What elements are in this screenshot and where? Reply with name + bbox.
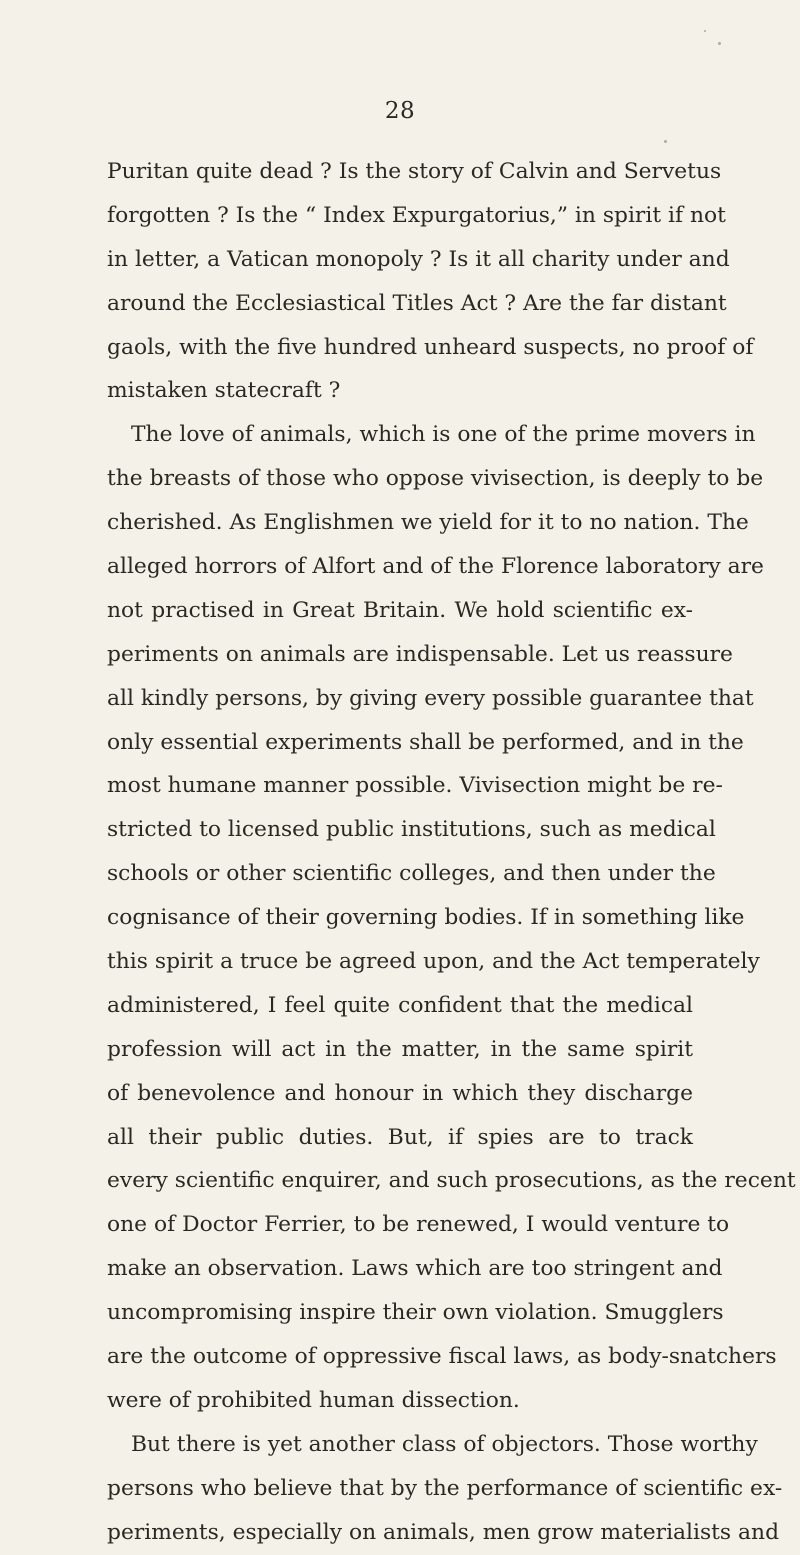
- paper-speck: [664, 140, 667, 143]
- body-text: [107, 150, 796, 1555]
- text-line: one of Doctor Ferrier, to be renewed, I would venture to: [107, 1212, 730, 1238]
- text-line: in letter, a Vatican monopoly ? Is it all charity under and: [107, 246, 730, 272]
- text-line: stricted to licensed public institutions, such as medical: [107, 817, 716, 843]
- text-line: of benevolence and honour in which they discharge: [107, 1080, 693, 1106]
- text-line: profession will act in the matter, in the same spirit: [107, 1036, 693, 1062]
- text-line: periments, especially on animals, men grow materialists and: [107, 1519, 780, 1545]
- text-line: schools or other scientific colleges, and then under the: [107, 861, 716, 887]
- text-line: alleged horrors of Alfort and of the Florence laboratory are: [107, 554, 764, 580]
- text-line: The love of animals, which is one of the prime movers in: [131, 422, 756, 448]
- text-line: this spirit a truce be agreed upon, and the Act temperately: [107, 949, 760, 975]
- text-line: all their public duties. But, if spies are to track: [107, 1124, 693, 1150]
- text-line: forgotten ? Is the “ Index Expurgatorius,” in spirit if not: [107, 202, 726, 228]
- text-line: cognisance of their governing bodies. If in something like: [107, 905, 745, 931]
- text-line: all kindly persons, by giving every possible guarantee that: [107, 685, 754, 711]
- text-line: around the Ecclesiastical Titles Act ? Are the far distant: [107, 290, 727, 316]
- text-line: only essential experiments shall be performed, and in the: [107, 729, 744, 755]
- text-line: not practised in Great Britain. We hold scientific ex-: [107, 597, 693, 623]
- text-line: But there is yet another class of objectors. Those worthy: [131, 1431, 758, 1457]
- text-line: gaols, with the five hundred unheard suspects, no proof of: [107, 334, 754, 360]
- text-line: were of prohibited human dissection.: [107, 1387, 520, 1413]
- text-line: persons who believe that by the performance of scientific ex-: [107, 1475, 783, 1501]
- text-line: are the outcome of oppressive fiscal laws, as body-snatchers: [107, 1344, 777, 1370]
- text-line: uncompromising inspire their own violation. Smugglers: [107, 1300, 724, 1326]
- paper-speck: [704, 30, 706, 32]
- text-line: Puritan quite dead ? Is the story of Calvin and Servetus: [107, 159, 722, 184]
- text-line: most humane manner possible. Vivisection might be re-: [107, 773, 723, 799]
- text-line: mistaken statecraft ?: [107, 378, 341, 404]
- text-line: cherished. As Englishmen we yield for it to no nation. The: [107, 510, 749, 536]
- text-line: every scientific enquirer, and such prosecutions, as the recent: [107, 1168, 796, 1194]
- paper-speck: [718, 42, 721, 45]
- text-line: periments on animals are indispensable. Let us reassure: [107, 641, 733, 667]
- text-line: the breasts of those who oppose vivisection, is deeply to be: [107, 466, 764, 492]
- text-line: administered, I feel quite confident that the medical: [107, 992, 693, 1018]
- page-number: 28: [384, 98, 416, 124]
- text-line: make an observation. Laws which are too stringent and: [107, 1256, 723, 1282]
